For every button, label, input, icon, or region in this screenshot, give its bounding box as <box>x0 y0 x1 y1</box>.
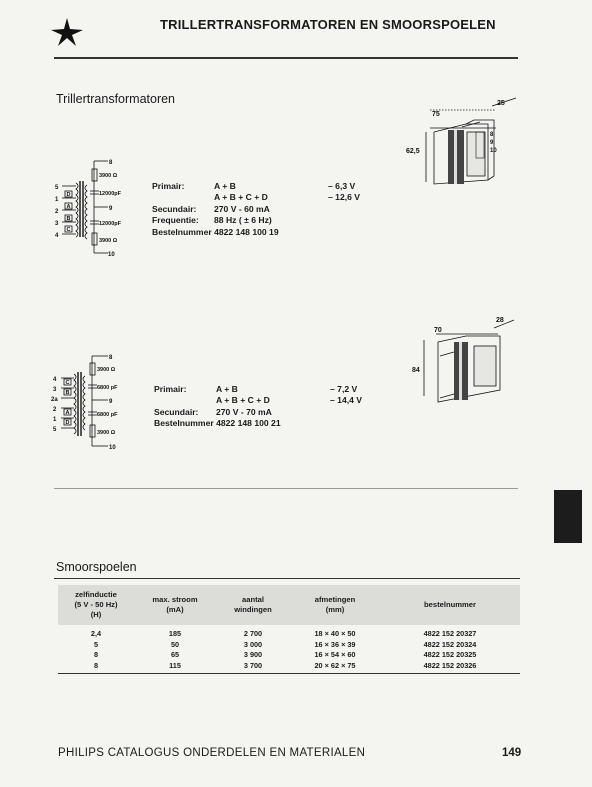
component-label: 6800 pF <box>97 412 118 418</box>
column-header: zelfinductie (5 V - 50 Hz) (H) <box>74 590 118 619</box>
table-row: 5 50 3 000 16 × 36 × 39 4822 152 20324 <box>93 639 477 649</box>
winding-label: A <box>66 204 71 210</box>
pin-label: 1 <box>55 197 59 203</box>
pin-label: 3 <box>53 387 57 393</box>
smoorspoelen-table <box>58 585 520 674</box>
pin-label: 5 <box>55 185 59 191</box>
component-label: 6800 pF <box>97 385 118 391</box>
dimension-label: 84 <box>412 367 420 374</box>
primair-formula: A + B + C + D <box>216 395 270 406</box>
table-header-row <box>58 585 520 625</box>
table-row: 8 115 3 700 20 × 62 × 75 4822 152 20326 <box>58 661 520 674</box>
secundair-label: Secundair: <box>152 203 197 214</box>
unit1-specs <box>152 181 360 238</box>
schematic-diagram-2 <box>52 352 132 452</box>
bestelnummer: Bestelnummer 4822 148 100 19 <box>152 226 279 237</box>
transformer-drawing-2 <box>396 312 520 412</box>
primair-formula: A + B <box>214 181 236 191</box>
pin-label: 9 <box>109 399 113 405</box>
pin-label: 9 <box>109 206 113 212</box>
pin-label: 10 <box>108 252 115 258</box>
component-label: 3900 Ω <box>97 430 116 436</box>
footer-catalogue-title: PHILIPS CATALOGUS ONDERDELEN EN MATERIALEN <box>58 747 366 759</box>
pin-label: 2 <box>53 407 57 413</box>
pin-label: 2 <box>55 209 59 215</box>
frequentie-value: 88 Hz ( ± 6 Hz) <box>214 215 272 226</box>
primair-label: Primair: <box>152 181 185 191</box>
bestelnummer: Bestelnummer 4822 148 100 21 <box>154 418 281 429</box>
primair-formula: A + B <box>216 384 238 394</box>
pin-label: 4 <box>55 233 59 239</box>
pin-label: 2a <box>51 397 58 403</box>
page-thumb-tab <box>554 490 582 543</box>
column-header: afmetingen (mm) <box>314 595 356 614</box>
primair-value: – 14,4 V <box>330 395 363 406</box>
winding-label: D <box>65 420 70 426</box>
dimension-label: 28 <box>496 317 504 324</box>
pin-label: 8 <box>109 160 113 166</box>
unit2-specs <box>154 384 362 430</box>
winding-label: C <box>66 227 71 233</box>
winding-label: B <box>66 216 71 222</box>
pin-label: 1 <box>53 417 57 423</box>
page-number: 149 <box>502 747 522 759</box>
component-label: 3900 Ω <box>97 367 116 373</box>
primair-value: – 6,3 V <box>328 181 356 191</box>
schematic-diagram-1 <box>52 155 132 260</box>
pin-label: 3 <box>55 221 59 227</box>
pin-label: 4 <box>53 377 57 383</box>
pin-label: 10 <box>490 148 497 154</box>
column-header: bestelnummer <box>424 600 476 609</box>
primair-value: – 12,6 V <box>328 192 361 203</box>
column-header: aantal windingen <box>234 595 272 614</box>
header-rule <box>54 57 518 59</box>
pin-label: 10 <box>109 445 116 451</box>
section-title-smoorspoelen: Smoorspoelen <box>56 560 137 574</box>
winding-label: D <box>66 192 71 198</box>
primair-formula: A + B + C + D <box>214 192 268 203</box>
primair-value: – 7,2 V <box>330 384 358 394</box>
component-label: 12000pF <box>99 191 122 197</box>
component-label: 3900 Ω <box>99 238 118 244</box>
winding-label: C <box>65 380 70 386</box>
dimension-label: 25 <box>497 100 505 107</box>
dimension-label: 70 <box>434 327 442 334</box>
section-rule <box>54 578 520 579</box>
primair-label: Primair: <box>154 384 187 394</box>
component-label: 12000pF <box>99 221 122 227</box>
secundair-value: 270 V - 60 mA <box>214 203 270 214</box>
component-label: 3900 Ω <box>99 173 118 179</box>
winding-label: A <box>65 410 70 416</box>
section-title-trillertransformatoren: Trillertransformatoren <box>56 92 176 106</box>
secundair-value: 270 V - 70 mA <box>216 406 272 417</box>
secundair-label: Secundair: <box>154 406 199 417</box>
philips-star-logo <box>50 17 84 47</box>
pin-label: 9 <box>490 140 494 146</box>
winding-label: B <box>65 390 70 396</box>
table-row: 8 65 3 900 16 × 54 × 60 4822 152 20325 <box>93 650 477 659</box>
pin-label: 8 <box>490 132 494 138</box>
pin-label: 8 <box>109 355 113 361</box>
column-header: max. stroom (mA) <box>152 595 198 614</box>
page-header-title: TRILLERTRANSFORMATOREN EN SMOORSPOELEN <box>160 17 496 32</box>
dimension-label: 62,5 <box>406 148 420 155</box>
frequentie-label: Frequentie: <box>152 215 199 226</box>
table-row: 2,4 185 2 700 18 × 40 × 50 4822 152 20327 <box>90 629 477 638</box>
section-divider <box>54 488 518 489</box>
pin-label: 5 <box>53 427 57 433</box>
transformer-drawing-1 <box>404 92 520 202</box>
dimension-label: 75 <box>432 111 440 118</box>
